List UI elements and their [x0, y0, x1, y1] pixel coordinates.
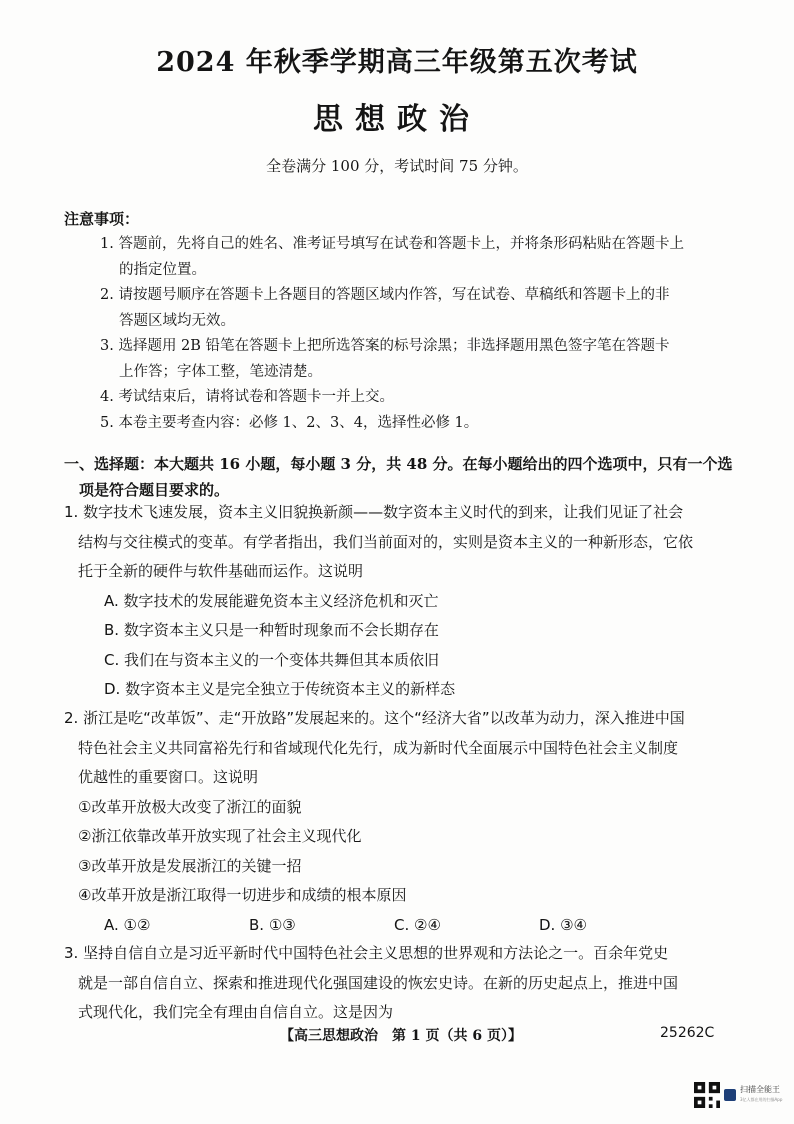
statement-2: ②浙江依靠改革开放实现了社会主义现代化 [78, 827, 362, 845]
notice-item-text: 3. 选择题用 2B 铅笔在答题卡上把所选答案的标号涂黑；非选择题用黑色签字笔在答题卡 [100, 338, 670, 354]
notice-item [100, 411, 700, 437]
question-stem [64, 704, 744, 793]
question-stem-line: 特色社会主义共同富裕先行和省域现代化先行，成为新时代全面展示中国特色社会主义制度 [78, 738, 679, 757]
statement-4: ④改革开放是浙江取得一切进步和成绩的根本原因 [78, 886, 407, 904]
notice-list [100, 232, 700, 436]
page-info: 【高三思想政治 第 1 页（共 6 页）】 [280, 1028, 522, 1044]
question-stem-line: 1. 数字技术飞速发展，资本主义旧貌换新颜——数字资本主义时代的到来，让我们见证了社会 [64, 503, 684, 521]
question-stem-line: 3. 坚持自信自立是习近平新时代中国特色社会主义思想的世界观和方法论之一。百余年党史 [64, 944, 669, 962]
qr-code-icon [694, 1082, 720, 1108]
option-d: D. ③④ [539, 915, 587, 934]
paper-code: 25262C [660, 1025, 715, 1041]
watermark-text: 扫描全能王 [740, 1085, 780, 1094]
scanner-watermark [694, 1080, 784, 1110]
option-c: C. ②④ [394, 915, 441, 934]
option-a: A. 数字技术的发展能避免资本主义经济危机和灭亡 [104, 591, 439, 610]
option-b: B. ①③ [249, 915, 296, 934]
notice-item [100, 232, 700, 283]
section-heading [64, 452, 744, 503]
exam-title: 2024 年秋季学期高三年级第五次考试 [156, 47, 638, 78]
watermark-subtext: 3亿人都在用的扫描App [740, 1097, 783, 1102]
question-2 [64, 704, 744, 940]
question-stem-line: 结构与交往模式的变革。有学者指出，我们当前面对的，实则是资本主义的一种新形态，它依 [78, 532, 694, 551]
notice-item-continuation: 答题区域均无效。 [119, 312, 235, 329]
notice-item [100, 385, 700, 411]
score-time-line: 全卷满分 100 分，考试时间 75 分钟。 [266, 157, 528, 175]
notice-item-text: 4. 考试结束后，请将试卷和答题卡一并上交。 [100, 389, 394, 405]
notice-item [100, 283, 700, 334]
notice-item-continuation: 上作答；字体工整，笔迹清楚。 [119, 363, 322, 380]
question-stem [64, 498, 744, 587]
question-stem-line: 2. 浙江是吃“改革饭”、走“开放路”发展起来的。这个“经济大省”以改革为动力，深入推进中国 [64, 709, 685, 727]
notice-item-text: 1. 答题前，先将自己的姓名、准考证号填写在试卷和答题卡上，并将条形码粘贴在答题卡上 [100, 236, 684, 252]
option-d: D. 数字资本主义是完全独立于传统资本主义的新样态 [104, 680, 456, 698]
question-stem-line: 优越性的重要窗口。这说明 [78, 768, 259, 786]
option-a: A. ①② [104, 915, 151, 934]
notice-heading: 注意事项： [64, 210, 140, 228]
subject-title: 思想政治 [313, 102, 481, 137]
question-stem-line: 托于全新的硬件与软件基础而运作。这说明 [78, 562, 364, 580]
question-stem-line: 就是一部自信自立、探索和推进现代化强国建设的恢宏史诗。在新的历史起点上，推进中国 [78, 973, 679, 992]
section-heading-continuation: 项是符合题目要求的。 [79, 480, 230, 499]
question-3 [64, 939, 744, 1028]
statement-1: ①改革开放极大改变了浙江的面貌 [78, 797, 302, 816]
statement-3: ③改革开放是发展浙江的关键一招 [78, 856, 302, 875]
question-1 [64, 498, 744, 705]
option-row [64, 911, 744, 941]
question-stem-line: 式现代化，我们完全有理由自信自立。这是因为 [78, 1003, 394, 1021]
notice-item [100, 334, 700, 385]
scanner-logo-icon [724, 1089, 736, 1101]
option-b: B. 数字资本主义只是一种暂时现象而不会长期存在 [104, 621, 439, 639]
notice-item-text: 5. 本卷主要考查内容：必修 1、2、3、4，选择性必修 1。 [100, 414, 479, 431]
notice-item-text: 2. 请按题号顺序在答题卡上各题目的答题区域内作答，写在试卷、草稿纸和答题卡上的非 [100, 287, 670, 303]
notice-item-continuation: 的指定位置。 [119, 261, 206, 278]
question-stem [64, 939, 744, 1028]
option-c: C. 我们在与资本主义的一个变体共舞但其本质依旧 [104, 650, 440, 669]
watermark-text-group [740, 1085, 782, 1105]
section-heading-text: 一、选择题：本大题共 16 小题，每小题 3 分，共 48 分。在每小题给出的四个选项中，只有一个选 [64, 455, 733, 473]
